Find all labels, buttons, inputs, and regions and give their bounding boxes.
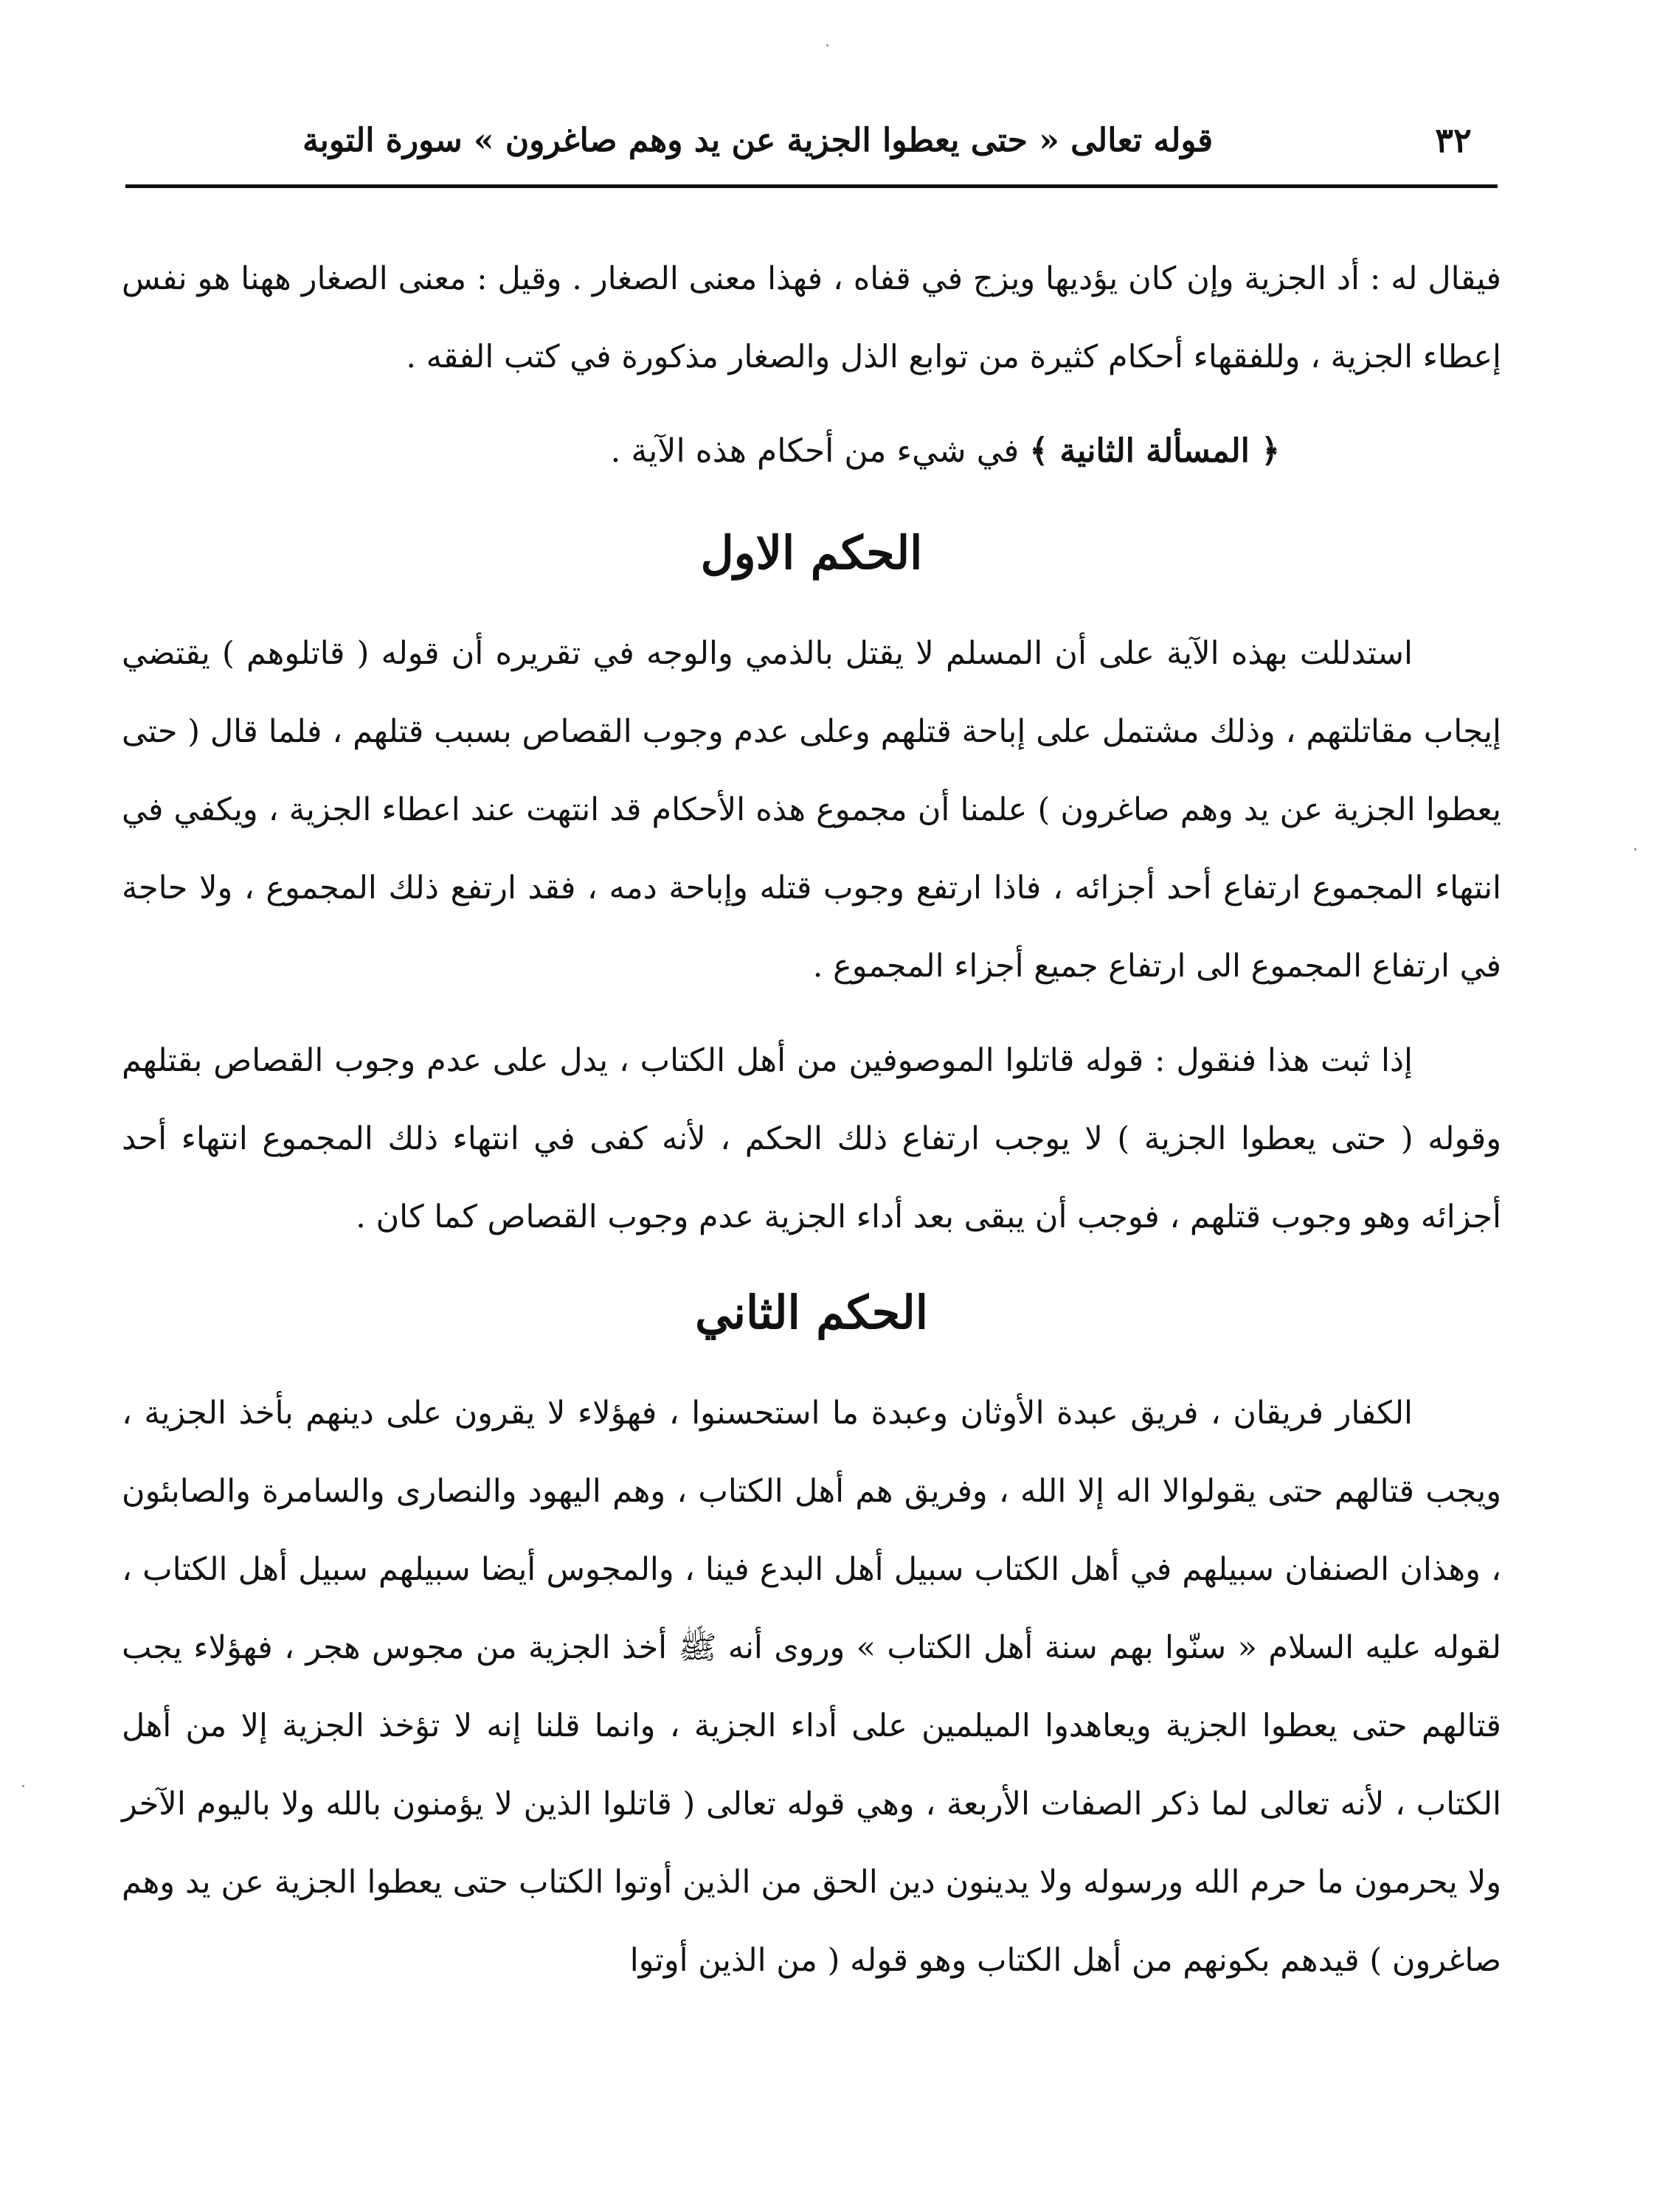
issue-line: [122, 412, 1501, 490]
section1-paragraph-2: إذا ثبت هذا فنقول : قوله قاتلوا الموصوفين من أهل الكتاب ، يدل على عدم وجوب القصاص بقتلهم وقوله ( حتى يعطوا الجزية ) لا يوجب ارتفاع ذلك الحكم ، لأنه كفى في انتهاء ذلك المجموع انتهاء أحد أجزائه وهو وجوب قتلهم ، فوجب أن يبقى بعد أداء الجزية عدم وجوب القصاص كما كان .: [122, 1042, 1501, 1235]
page-body: [122, 240, 1501, 2016]
page-number: ٣٢: [1435, 120, 1472, 160]
section2-paragraph-1: الكفار فريقان ، فريق عبدة الأوثان وعبدة ما استحسنوا ، فهؤلاء لا يقرون على دينهم بأخذ الجزية ، ويجب قتالهم حتى يقولوالا اله إلا الله ، وفريق هم أهل الكتاب ، وهم اليهود والنصارى والسامرة والصابئون ، وهذان الصنفان سبيلهم في أهل الكتاب سبيل أهل البدع فينا ، والمجوس أيضا سبيلهم سبيل أهل الكتاب ، لقوله عليه السلام « سنّوا بهم سنة أهل الكتاب » وروى أنه ﷺ أخذ الجزية من مجوس هجر ، فهؤلاء يجب قتالهم حتى يعطوا الجزية ويعاهدوا الميلمين على أداء الجزية ، وانما قلنا إنه لا تؤخذ الجزية إلا من أهل الكتاب ، لأنه تعالى لما ذكر الصفات الأربعة ، وهي قوله تعالى ( قاتلوا الذين لا يؤمنون بالله ولا باليوم الآخر ولا يحرمون ما حرم الله ورسوله ولا يدينون دين الحق من الذين أوتوا الكتاب حتى يعطوا الجزية عن يد وهم صاغرون ) قيدهم بكونهم من أهل الكتاب وهو قوله ( من الذين أوتوا: [122, 1395, 1501, 1979]
section-heading-first: الحكم الاول: [700, 526, 923, 580]
section-heading-second: الحكم الثاني: [695, 1286, 928, 1339]
scan-speck: [22, 1785, 24, 1787]
scan-speck: [1634, 848, 1636, 850]
issue-text: في شيء من أحكام هذه الآية .: [610, 432, 1020, 470]
running-title: قوله تعالى « حتى يعطوا الجزية عن يد وهم صاغرون » سورة التوبة: [302, 121, 1214, 159]
page-header: [125, 111, 1498, 170]
section1-paragraph-1: استدللت بهذه الآية على أن المسلم لا يقتل بالذمي والوجه في تقريره أن قوله ( قاتلوهم ) يقتضي إيجاب مقاتلتهم ، وذلك مشتمل على إباحة قتلهم وعلى عدم وجوب القصاص بسبب قتلهم ، فلما قال ( حتى يعطوا الجزية عن يد وهم صاغرون ) علمنا أن مجموع هذه الأحكام قد انتهت عند اعطاء الجزية ، ويكفي في انتهاء المجموع ارتفاع أحد أجزائه ، فاذا ارتفع وجوب قتله وإباحة دمه ، فقد ارتفع ذلك المجموع ، ولا حاجة في ارتفاع المجموع الى ارتفاع جميع أجزاء المجموع .: [122, 635, 1501, 985]
intro-paragraph: فيقال له : أد الجزية وإن كان يؤديها ويزج في قفاه ، فهذا معنى الصغار . وقيل : معنى الصغار ههنا هو نفس إعطاء الجزية ، وللفقهاء أحكام كثيرة من توابع الذل والصغار مذكورة في كتب الفقه .: [122, 260, 1501, 375]
header-rule: [125, 184, 1498, 188]
issue-label: ﴿ المسألة الثانية ﴾: [1029, 432, 1280, 470]
scan-speck: [826, 44, 828, 46]
